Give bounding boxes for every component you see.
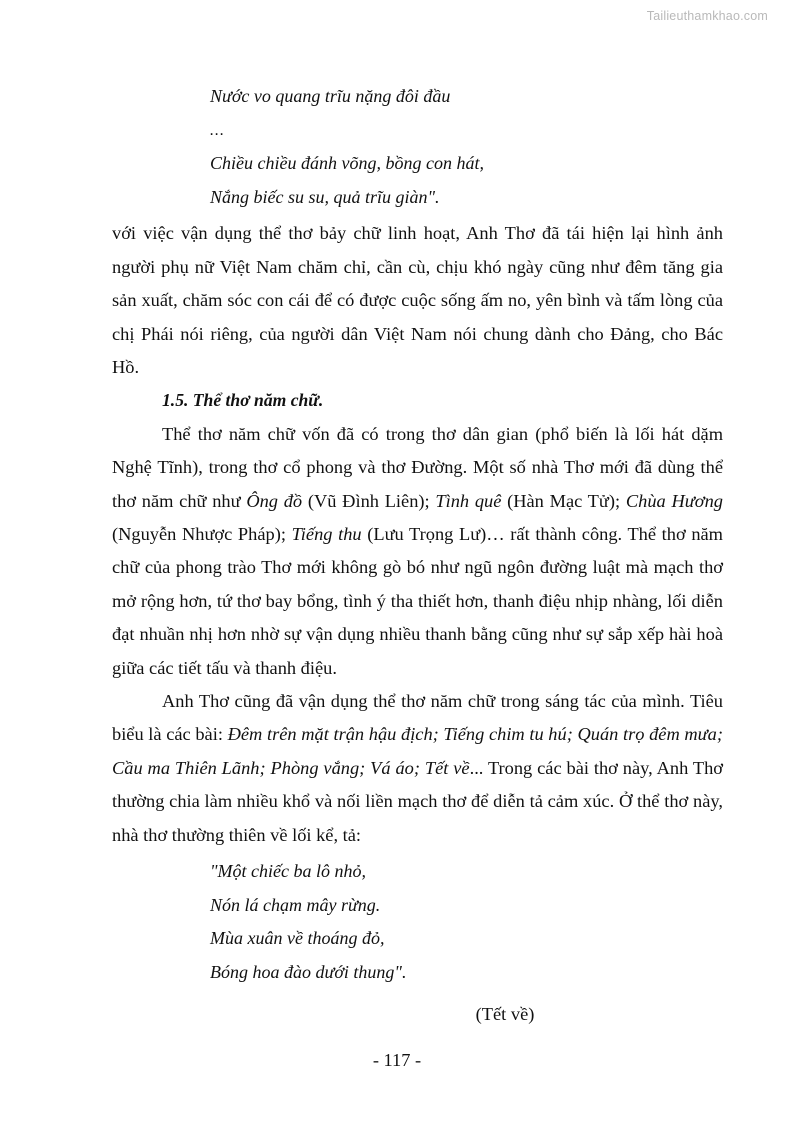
section-heading-1-5: 1.5. Thể thơ năm chữ. bbox=[162, 390, 324, 411]
body-paragraph-2 bbox=[112, 418, 723, 685]
paragraph-run: (Hàn Mạc Tử); bbox=[501, 490, 626, 511]
verse-line: Nón lá chạm mây rừng. bbox=[210, 894, 381, 915]
verse-line-ellipsis: ... bbox=[210, 121, 225, 139]
paragraph-run: (Vũ Đình Liên); bbox=[302, 490, 436, 511]
site-watermark: Tailieuthamkhao.com bbox=[646, 9, 768, 23]
spacer bbox=[112, 989, 723, 998]
body-paragraph-1: với việc vận dụng thể thơ bảy chữ linh hoạt, Anh Thơ đã tái hiện lại hình ảnh người phụ nữ Việt Nam chăm chỉ, cần cù, chịu khó ngày cũng như đêm tăng gia sản xuất, chăm sóc con cái để có được cuộc sống ấm no, yên bình và tấm lòng của chị Phái nói riêng, của người dân Việt Nam nói chung dành cho Đảng, cho Bác Hồ. bbox=[112, 223, 723, 377]
verse-line: Nước vo quang trĩu nặng đôi đầu bbox=[210, 86, 451, 106]
verse-block-top bbox=[112, 80, 723, 214]
poem-title-chua-huong: Chùa Hương bbox=[625, 490, 723, 511]
paragraph-run: (Lưu Trọng Lư)… rất thành công. Thể thơ năm chữ của phong trào Thơ mới không gò bó như ngũ ngôn đường luật mà mạch thơ mở rộng hơn, tứ thơ bay bổng, tình ý tha thiết hơn, thanh điệu nhịp nhàng, lối diễn đạt nhuần nhị hơn nhờ sự vận dụng nhiều thanh bằng cũng như sự sắp xếp hài hoà giữa các tiết tấu và thanh điệu. bbox=[112, 524, 723, 678]
paragraph-run: ... Trong các bài thơ này, Anh Thơ thường chia làm nhiều khổ và nối liền mạch thơ để diễn tả cảm xúc. Ở thể thơ này, nhà thơ thường thiên về lối kể, tả: bbox=[112, 757, 723, 845]
verse-attribution: (Tết về) bbox=[475, 1004, 535, 1025]
paragraph-run: (Nguyễn Nhược Pháp); bbox=[112, 524, 292, 545]
verse-block-bottom bbox=[112, 855, 723, 989]
poem-title-list: Đêm trên mặt trận hậu địch; Tiếng chim tu hú; Quán trọ đêm mưa; Cầu ma Thiên Lãnh; Phòng vắng; Vá áo; Tết về bbox=[112, 724, 724, 778]
verse-line: Bóng hoa đào dưới thung". bbox=[210, 961, 407, 982]
page-number: - 117 - bbox=[372, 1050, 422, 1070]
body-paragraph-3 bbox=[112, 685, 723, 852]
verse-line: Nắng biếc su su, quả trĩu giàn". bbox=[210, 186, 440, 207]
poem-title-ong-do: Ông đồ bbox=[246, 490, 303, 511]
verse-line: Chiều chiều đánh võng, bồng con hát, bbox=[210, 153, 484, 174]
paragraph-run: Anh Thơ cũng đã vận dụng thể thơ năm chữ trong sáng tác của mình. Tiêu biểu là các bài: bbox=[112, 691, 723, 745]
paragraph-run: Thể thơ năm chữ vốn đã có trong thơ dân gian (phổ biến là lối hát dặm Nghệ Tĩnh), trong thơ cổ phong và thơ Đường. Một số nhà Thơ mới đã dùng thể thơ năm chữ như bbox=[112, 423, 723, 511]
poem-title-tinh-que: Tình quê bbox=[435, 490, 502, 511]
page-content bbox=[112, 80, 723, 1032]
verse-line: Mùa xuân về thoáng đỏ, bbox=[210, 928, 385, 949]
verse-line: "Một chiếc ba lô nhỏ, bbox=[210, 861, 367, 882]
poem-title-tieng-thu: Tiếng thu bbox=[291, 524, 362, 545]
